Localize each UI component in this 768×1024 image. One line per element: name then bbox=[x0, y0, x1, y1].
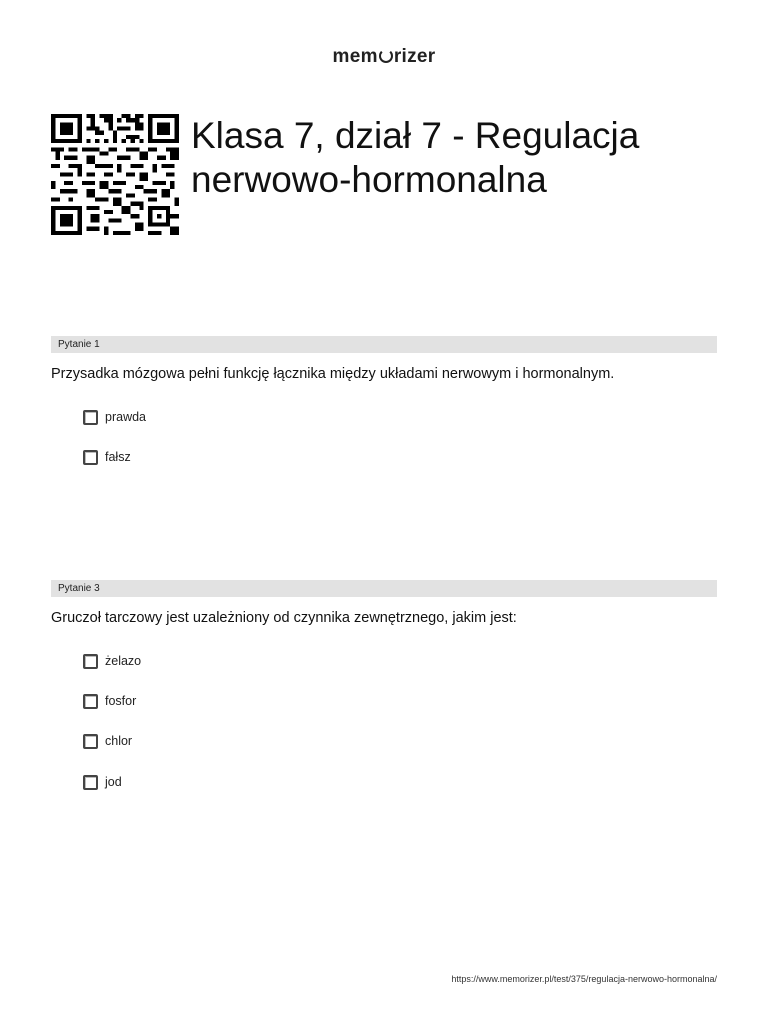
answer-label: chlor bbox=[105, 734, 133, 748]
logo-text-end: rizer bbox=[393, 46, 436, 67]
answer-label: jod bbox=[105, 775, 122, 789]
logo-text-start: mem bbox=[332, 46, 378, 67]
checkbox[interactable] bbox=[83, 734, 98, 749]
title-line-1: Klasa 7, dział 7 - Regulacja bbox=[191, 115, 640, 156]
answer-option[interactable] bbox=[83, 773, 122, 791]
document-title bbox=[191, 114, 751, 202]
question-header: Pytanie 1 bbox=[51, 336, 717, 353]
answer-label: prawda bbox=[105, 410, 146, 424]
question-header: Pytanie 3 bbox=[51, 580, 717, 597]
checkbox[interactable] bbox=[83, 694, 98, 709]
answer-label: żelazo bbox=[105, 654, 142, 668]
answer-label: fałsz bbox=[105, 450, 131, 464]
answer-option[interactable] bbox=[83, 408, 146, 426]
memorizer-logo bbox=[0, 46, 768, 68]
checkbox[interactable] bbox=[83, 775, 98, 790]
footer-url[interactable]: https://www.memorizer.pl/test/375/regulacja-nerwowo-hormonalna/ bbox=[451, 974, 717, 984]
answer-option[interactable] bbox=[83, 652, 141, 670]
logo-o-icon bbox=[379, 49, 393, 63]
title-line-2: nerwowo-hormonalna bbox=[191, 159, 547, 200]
answer-label: fosfor bbox=[105, 694, 137, 708]
answer-option[interactable] bbox=[83, 448, 131, 466]
checkbox[interactable] bbox=[83, 654, 98, 669]
answer-option[interactable] bbox=[83, 692, 136, 710]
checkbox[interactable] bbox=[83, 410, 98, 425]
qr-code-icon bbox=[51, 114, 179, 235]
question-text: Gruczoł tarczowy jest uzależniony od czynnika zewnętrznego, jakim jest: bbox=[51, 610, 517, 626]
checkbox[interactable] bbox=[83, 450, 98, 465]
question-text: Przysadka mózgowa pełni funkcję łącznika między układami nerwowym i hormonalnym. bbox=[51, 366, 615, 382]
answer-option[interactable] bbox=[83, 732, 132, 750]
